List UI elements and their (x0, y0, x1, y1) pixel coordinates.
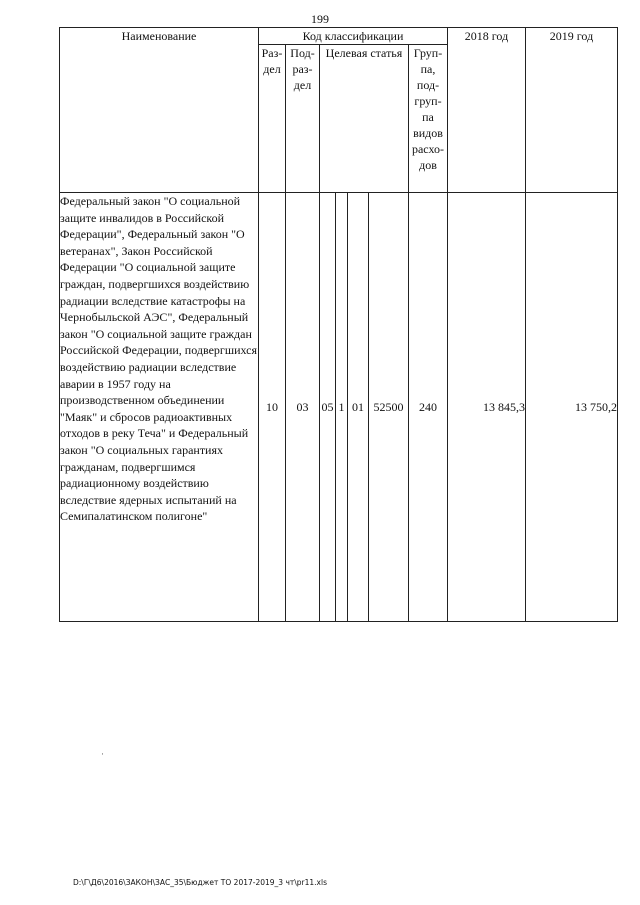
row-amount-2018: 13 845,3 (448, 193, 526, 622)
row-amount-2019: 13 750,2 (526, 193, 618, 622)
header-section (259, 45, 286, 193)
header-expense-group-line: груп- (414, 94, 442, 108)
row-section: 10 (259, 193, 286, 622)
budget-table (59, 27, 618, 622)
header-row-top (60, 28, 618, 45)
header-expense-group-line: видов (413, 126, 443, 140)
row-target-program: 05 (320, 193, 336, 622)
row-target-activity: 01 (348, 193, 369, 622)
header-target-article: Целевая статья (320, 45, 409, 193)
header-expense-group-line: па, (420, 62, 436, 76)
header-year-2019: 2019 год (526, 28, 618, 193)
row-name: Федеральный закон "О социальной защите инвалидов в Российской Федерации", Федеральный закон "О ветеранах", Закон Российской Федерации "О социальной защите граждан, подвергшихся воздействию радиации вследствие катастрофы на Чернобыльской АЭС", Федеральный закон "О социальной защите граждан Российской Федерации, подвергшихся воздействию радиации вследствие аварии в 1957 году на производственном объединении "Маяк" и сбросов радиоактивных отходов в реку Теча" и Федеральный закон "О социальных гарантиях гражданам, подвергшимся радиационному воздействию вследствие ядерных испытаний на Семипалатинском полигоне" (60, 193, 259, 622)
header-name: Наименование (60, 28, 259, 193)
header-subsection (286, 45, 320, 193)
header-classification-code: Код классификации (259, 28, 448, 45)
header-expense-group-line: расхо- (411, 142, 445, 156)
scan-speck: · (101, 749, 104, 759)
header-expense-group-line: под- (416, 78, 440, 92)
header-section-line: дел (263, 62, 281, 76)
header-expense-group-line: Груп- (413, 46, 443, 60)
row-expense-group: 240 (409, 193, 448, 622)
row-subsection: 03 (286, 193, 320, 622)
row-target-direction: 52500 (369, 193, 409, 622)
header-expense-group-line: дов (419, 158, 437, 172)
footer-file-path: D:\Г\Д6\2016\ЗАКОН\ЗАС_35\Бюджет ТО 2017-2019_3 чт\pr11.xls (73, 878, 327, 887)
row-target-subprogram: 1 (336, 193, 348, 622)
header-expense-group-line: па (422, 110, 434, 124)
header-subsection-line: раз- (292, 62, 313, 76)
table-row (60, 193, 618, 622)
header-expense-group (409, 45, 448, 193)
header-year-2018: 2018 год (448, 28, 526, 193)
page-number: 199 (311, 12, 329, 26)
header-subsection-line: дел (293, 78, 312, 92)
header-section-line: Раз- (261, 46, 283, 60)
header-subsection-line: Под- (290, 46, 315, 60)
